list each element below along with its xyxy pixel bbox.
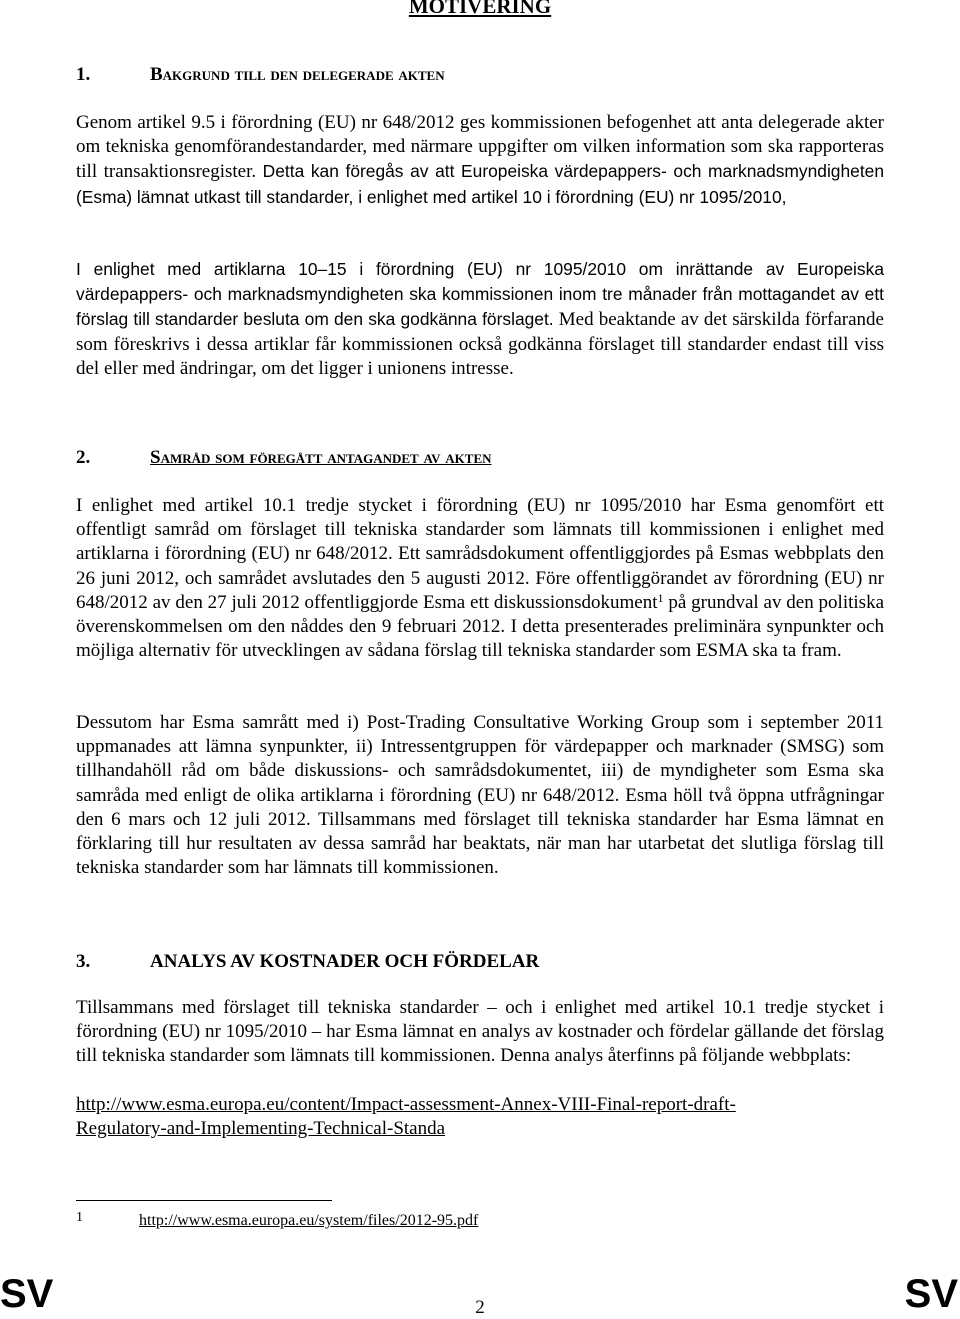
- language-code-left: SV: [0, 1272, 54, 1316]
- section-heading-3: [76, 951, 539, 973]
- footnote-divider: [76, 1200, 332, 1201]
- section-title: ANALYS AV KOSTNADER OCH FÖRDELAR: [150, 951, 540, 972]
- page-number: 2: [475, 1297, 485, 1318]
- paragraph-text: Genom artikel 9.5 i förordning (EU) nr 648/2012 ges kommissionen befogenhet att anta delegerade akter om tekniska genomförandestandarder, med närmare uppgifter om vilken information som ska rapporteras till transaktionsregister.: [76, 112, 884, 183]
- section-number: 2.: [76, 447, 91, 468]
- paragraph-text: Detta kan föregås av att Europeiska värdepappers- och marknadsmyndigheten (Esma) lämnat utkast till standarder, i enlighet med artikel 10 i förordning (EU) nr 1095/2010,: [76, 161, 884, 207]
- paragraph: [76, 494, 884, 663]
- paragraph: [76, 996, 884, 1069]
- section-title: Samråd som föregått antagandet av akten: [150, 447, 492, 468]
- language-code-right: SV: [904, 1272, 958, 1316]
- section-heading-2: [76, 447, 492, 469]
- paragraph-text: I enlighet med artiklarna 10–15 i förordning (EU) nr 1095/2010 om inrättande av Europeiska värdepappers- och marknadsmyndigheten ska kommissionen inom tre månader från mottagandet av ett förslag till standarder besluta om den ska godkänna förslaget.: [76, 259, 884, 330]
- section-title: Bakgrund till den delegerade akten: [150, 64, 445, 85]
- paragraph: [76, 711, 884, 880]
- link-text-line-2[interactable]: Regulatory-and-Implementing-Technical-Standa: [76, 1118, 446, 1140]
- section-number: 3.: [76, 951, 91, 972]
- link-text-line-1[interactable]: http://www.esma.europa.eu/content/Impact-assessment-Annex-VIII-Final-report-draft-: [76, 1094, 736, 1115]
- footnote-number: 1: [76, 1210, 83, 1225]
- paragraph-text: på grundval av den politiska överenskommelsen om den nåddes den 9 februari 2012. I detta presenterades preliminära synpunkter och möjliga alternativ för utvecklingen av sådana förslag till tekniska standarder som ESMA ska ta fram.: [76, 591, 885, 662]
- paragraph: [76, 257, 884, 381]
- section-heading-1: [76, 64, 445, 86]
- section-number: 1.: [76, 64, 91, 85]
- footnote-reference[interactable]: 1: [657, 590, 664, 605]
- paragraph-text: Tillsammans med förslaget till tekniska standarder – och i enlighet med artikel 10.1 tredje stycket i förordning (EU) nr 1095/2010 – har Esma lämnat en analys av kostnader och fördelar gällande det förslag till tekniska standarder som lämnats till kommissionen. Denna analys återfinns på följande webbplats:: [76, 997, 884, 1067]
- impact-assessment-link[interactable]: [76, 1093, 884, 1141]
- footnote-link[interactable]: http://www.esma.europa.eu/system/files/2012-95.pdf: [139, 1212, 479, 1229]
- paragraph-text: I enlighet med artikel 10.1 tredje stycket i förordning (EU) nr 1095/2010 har Esma genomfört ett offentligt samråd om förslaget till tekniska standarder som lämnats till kommissionen i enlighet med artiklarna i förordning (EU) nr 648/2012. Ett samrådsdokument offentliggjordes på Esmas webbplats den 26 juni 2012, och samrådet avslutades den 5 augusti 2012. Före offentliggörandet av förordning (EU) nr 648/2012 av den 27 juli 2012 offentliggjorde Esma ett diskussionsdokument: [76, 495, 884, 613]
- paragraph-text: Dessutom har Esma samrått med i) Post-Trading Consultative Working Group som i september 2011 uppmanades att lämna synpunkter, ii) Intressentgruppen för värdepapper och marknader (SMSG) som tillhandahöll råd om både diskussions- och samrådsdokumentet, iii) de myndigheter som Esma ska samråda med enligt de olika artiklarna i förordning (EU) nr 648/2012. Esma höll två öppna utfrågningar den 6 mars och 12 juli 2012. Tillsammans med förslaget till tekniska standarder har Esma lämnat en förklaring till hur resultaten av dessa samråd har beaktats, när man har utarbetat det slutliga förslag till tekniska standarder som har lämnats till kommissionen.: [76, 712, 884, 879]
- document-title: MOTIVERING: [408, 0, 552, 18]
- paragraph-text: Med beaktande av det särskilda förfarande som föreskrivs i dessa artiklar får kommissionen också godkänna förslaget till standarder endast till viss del eller med ändringar, om det ligger i unionens intresse.: [76, 309, 884, 379]
- paragraph: [76, 111, 884, 210]
